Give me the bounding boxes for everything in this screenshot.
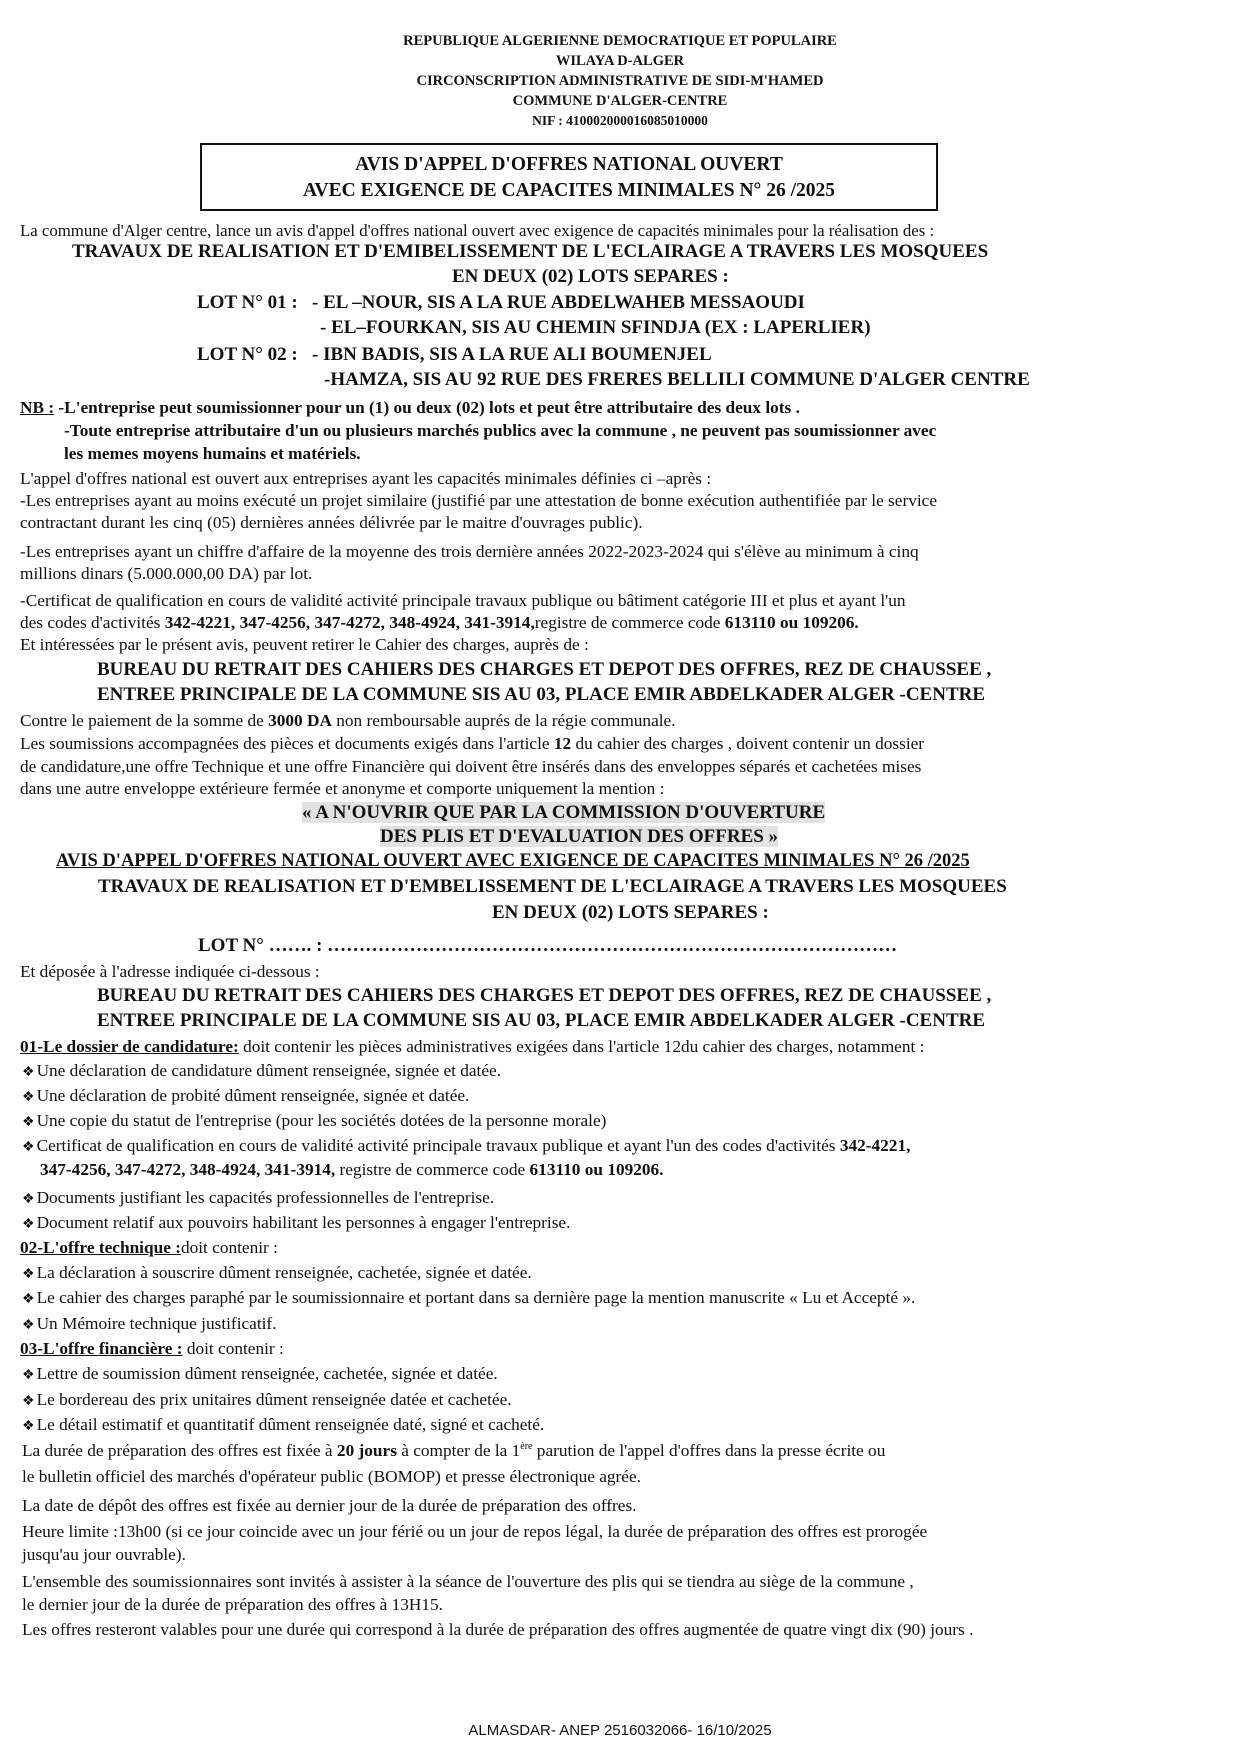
notice-title-line1: AVIS D'APPEL D'OFFRES NATIONAL OUVERT [355,154,783,175]
rc-codes: 613110 ou 109206. [724,613,859,632]
diamond-bullet-icon: ❖ [22,1140,35,1155]
technique-item3-text: Un Mémoire technique justificatif. [36,1314,277,1333]
closing-line5: jusqu'au jour ouvrable). [22,1545,186,1564]
payment-a: Contre le paiement de la somme de [20,711,269,730]
mention-line1-text: « A N'OUVRIR QUE PAR LA COMMISSION D'OUVERTURE [302,802,826,823]
lot2-item2: -HAMZA, SIS AU 92 RUE DES FRERES BELLILI COMMUNE D'ALGER CENTRE [324,369,1030,390]
dossier-item3-text: Une copie du statut de l'entreprise (pour les sociétés dotées de la personne morale) [36,1111,607,1130]
diamond-bullet-icon: ❖ [22,1394,35,1409]
payment-line [20,710,676,732]
financiere-heading: 03-L'offre financière : [20,1339,183,1358]
closing-line8: Les offres resteront valables pour une durée qui correspond à la durée de préparation des offres augmentée de quatre vingt dix (90) jours . [22,1620,974,1639]
closing-line7: le dernier jour de la durée de préparation des offres à 13H15. [22,1595,443,1614]
diamond-bullet-icon: ❖ [22,1217,35,1232]
closing-line6: L'ensemble des soumissionnaires sont invités à assister à la séance de l'ouverture des plis qui se tiendra au siège de la commune , [22,1572,914,1591]
deposit-line: Et déposée à l'adresse indiquée ci-dessous : [20,962,320,981]
financiere-item1 [22,1363,498,1387]
technique-item2-text: Le cahier des charges paraphé par le soumissionnaire et portant dans sa dernière page la mention manuscrite « Lu et Accepté ». [36,1288,916,1307]
mention-line2 [380,826,778,848]
dossier-item5 [22,1187,494,1211]
dossier-item2 [22,1085,469,1109]
closing-l1-c: parution de l'appel d'offres dans la presse écrite ou [532,1441,886,1460]
dossier-item5-text: Documents justifiant les capacités professionnelles de l'entreprise. [36,1188,495,1207]
header-nif: NIF : 410002000016085010000 [532,113,708,128]
technique-item1-text: La déclaration à souscrire dûment renseignée, cachetée, signée et datée. [36,1263,532,1282]
dossier-item4 [22,1135,910,1159]
diamond-bullet-icon: ❖ [22,1090,35,1105]
header-circonscription: CIRCONSCRIPTION ADMINISTRATIVE DE SIDI-M'HAMED [416,73,824,89]
payment-b: non remboursable auprés de la régie communale. [331,711,676,730]
dossier-item4-codes1: 342-4221, [839,1136,911,1155]
submission-line2: de candidature,une offre Technique et une offre Financière qui doivent être insérés dans des enveloppes séparés et cachetées mises [20,757,922,776]
dossier-heading-line [20,1036,924,1058]
technique-item2 [22,1287,915,1311]
closing-line2: le bulletin officiel des marchés d'opérateur public (BOMOP) et presse électronique agrée. [22,1467,641,1486]
dossier-intro: doit contenir les pièces administratives exigées dans l'article 12du cahier des charges, notamment : [238,1037,925,1056]
closing-l1-sup: ère [520,1441,533,1453]
dossier-item4-rc: 613110 ou 109206. [529,1160,664,1179]
conditions-line7-b: registre de commerce code [534,613,725,632]
withdrawal-office2: ENTREE PRINCIPALE DE LA COMMUNE SIS AU 03, PLACE EMIR ABDELKADER ALGER -CENTRE [97,684,986,705]
nb-label: NB : [20,398,55,417]
envelope-line3: EN DEUX (02) LOTS SEPARES : [492,902,769,923]
closing-l1-days: 20 jours [336,1441,397,1460]
header-commune: COMMUNE D'ALGER-CENTRE [512,93,728,109]
lot1-item1: - EL –NOUR, SIS A LA RUE ABDELWAHEB MESSAOUDI [312,292,805,313]
lot2-item1: - IBN BADIS, SIS A LA RUE ALI BOUMENJEL [312,344,712,365]
notice-title-box [200,143,938,211]
financiere-item3-text: Le détail estimatif et quantitatif dûment renseignée daté, signé et cacheté. [36,1415,545,1434]
financiere-item3 [22,1414,544,1438]
dossier-item1-text: Une déclaration de candidature dûment renseignée, signée et datée. [36,1061,502,1080]
submission-article: 12 [553,734,572,753]
closing-l1-b: à compter de la 1 [396,1441,521,1460]
technique-heading: 02-L'offre technique : [20,1238,181,1257]
dossier-heading: 01-Le dossier de candidature: [20,1037,239,1056]
envelope-line2: TRAVAUX DE REALISATION ET D'EMBELISSEMENT DE L'ECLAIRAGE A TRAVERS LES MOSQUEES [98,876,1007,897]
conditions-line7-a: des codes d'activités [20,613,165,632]
diamond-bullet-icon: ❖ [22,1267,35,1282]
envelope-lot-line: LOT N° ……. : ……………………………………………………………………………… [198,935,898,956]
header-wilaya: WILAYA D-ALGER [555,53,685,69]
nb-block [20,397,800,419]
nb-line3: les memes moyens humains et matériels. [64,444,361,463]
financiere-intro: doit contenir : [182,1339,284,1358]
conditions-line2: -Les entreprises ayant au moins exécuté un projet similaire (justifié par une attestation de bonne exécution authentifiée par le service [20,491,937,510]
header-republic: REPUBLIQUE ALGERIENNE DEMOCRATIQUE ET POPULAIRE [403,33,837,49]
diamond-bullet-icon: ❖ [22,1065,35,1080]
diamond-bullet-icon: ❖ [22,1192,35,1207]
activity-codes: 342-4221, 347-4256, 347-4272, 348-4924, 341-3914, [164,613,535,632]
submission-line3: dans une autre enveloppe extérieure fermée et anonyme et comporte uniquement la mention : [20,779,665,798]
conditions-line1: L'appel d'offres national est ouvert aux entreprises ayant les capacités minimales définies ci –après : [20,469,712,488]
dossier-item6-text: Document relatif aux pouvoirs habilitant les personnes à engager l'entreprise. [36,1213,571,1232]
works-title-line2: EN DEUX (02) LOTS SEPARES : [452,266,729,287]
deposit-office1: BUREAU DU RETRAIT DES CAHIERS DES CHARGES ET DEPOT DES OFFRES, REZ DE CHAUSSEE , [97,985,992,1006]
lot2-label: LOT N° 02 : [197,344,298,365]
financiere-item2-text: Le bordereau des prix unitaires dûment renseignée datée et cachetée. [36,1390,512,1409]
envelope-line1: AVIS D'APPEL D'OFFRES NATIONAL OUVERT AVEC EXIGENCE DE CAPACITES MINIMALES N° 26 /2025 [56,851,970,871]
footer-reference: ALMASDAR- ANEP 2516032066- 16/10/2025 [468,1722,772,1739]
withdrawal-office1: BUREAU DU RETRAIT DES CAHIERS DES CHARGES ET DEPOT DES OFFRES, REZ DE CHAUSSEE , [97,659,992,680]
diamond-bullet-icon: ❖ [22,1419,35,1434]
conditions-line5: millions dinars (5.000.000,00 DA) par lot. [20,564,313,583]
lot1-item2: - EL–FOURKAN, SIS AU CHEMIN SFINDJA (EX : LAPERLIER) [320,317,871,338]
closing-line3: La date de dépôt des offres est fixée au dernier jour de la durée de préparation des offres. [22,1496,637,1515]
submission-line1 [20,733,924,755]
notice-title-line2: AVEC EXIGENCE DE CAPACITES MINIMALES N° 26 /2025 [302,180,836,201]
nb-line1: -L'entreprise peut soumissionner pour un (1) ou deux (02) lots et peut être attributaire des deux lots . [58,398,800,417]
dossier-item2-text: Une déclaration de probité dûment renseignée, signée et datée. [36,1086,470,1105]
diamond-bullet-icon: ❖ [22,1115,35,1130]
dossier-item6 [22,1212,570,1236]
technique-intro: doit contenir : [180,1238,278,1257]
dossier-item4-a: Certificat de qualification en cours de validité activité principale travaux publique et ayant l'un des codes d'activités [36,1136,840,1155]
deposit-office2: ENTREE PRINCIPALE DE LA COMMUNE SIS AU 03, PLACE EMIR ABDELKADER ALGER -CENTRE [97,1010,986,1031]
mention-line1 [302,802,825,824]
diamond-bullet-icon: ❖ [22,1318,35,1333]
withdrawal-line1: Et intéressées par le présent avis, peuvent retirer le Cahier des charges, auprès de : [20,635,589,654]
mention-line2-text: DES PLIS ET D'EVALUATION DES OFFRES » [380,826,779,847]
closing-l1-a: La durée de préparation des offres est fixée à [22,1441,337,1460]
intro-text: La commune d'Alger centre, lance un avis d'appel d'offres national ouvert avec exigence de capacités minimales pour la réalisation des : [20,221,935,240]
diamond-bullet-icon: ❖ [22,1368,35,1383]
lot1-label: LOT N° 01 : [197,292,298,313]
technique-item3 [22,1313,277,1337]
technique-item1 [22,1262,532,1286]
nb-line2: -Toute entreprise attributaire d'un ou plusieurs marchés publics avec la commune , ne peuvent pas soumissionner avec [64,421,937,440]
conditions-line6: -Certificat de qualification en cours de validité activité principale travaux publique ou bâtiment catégorie III et plus et ayant l'un [20,591,906,610]
submission-line1-b: du cahier des charges , doivent contenir un dossier [571,734,925,753]
financiere-heading-line [20,1338,284,1360]
conditions-line3: contractant durant les cinq (05) dernières années délivrée par le maitre d'ouvrages public). [20,513,643,532]
works-title-line1: TRAVAUX DE REALISATION ET D'EMIBELISSEMENT DE L'ECLAIRAGE A TRAVERS LES MOSQUEES [72,241,989,262]
diamond-bullet-icon: ❖ [22,1292,35,1307]
dossier-item1 [22,1060,501,1084]
financiere-item2 [22,1389,512,1413]
dossier-item4-codes2: 347-4256, 347-4272, 348-4924, 341-3914, [40,1160,336,1179]
dossier-item4-b: registre de commerce code [335,1160,530,1179]
financiere-item1-text: Lettre de soumission dûment renseignée, cachetée, signée et datée. [36,1364,498,1383]
dossier-item3 [22,1110,606,1134]
payment-amount: 3000 DA [268,711,332,730]
conditions-line7 [20,612,859,634]
closing-line1 [22,1440,885,1462]
submission-line1-a: Les soumissions accompagnées des pièces et documents exigés dans l'article [20,734,554,753]
technique-heading-line [20,1237,278,1259]
dossier-item4-cont [40,1159,663,1181]
closing-line4: Heure limite :13h00 (si ce jour coincide avec un jour férié ou un jour de repos légal, la durée de préparation des offres est prorogée [22,1522,928,1541]
conditions-line4: -Les entreprises ayant un chiffre d'affaire de la moyenne des trois dernière années 2022-2023-2024 qui s'élève au minimum à cinq [20,542,919,561]
